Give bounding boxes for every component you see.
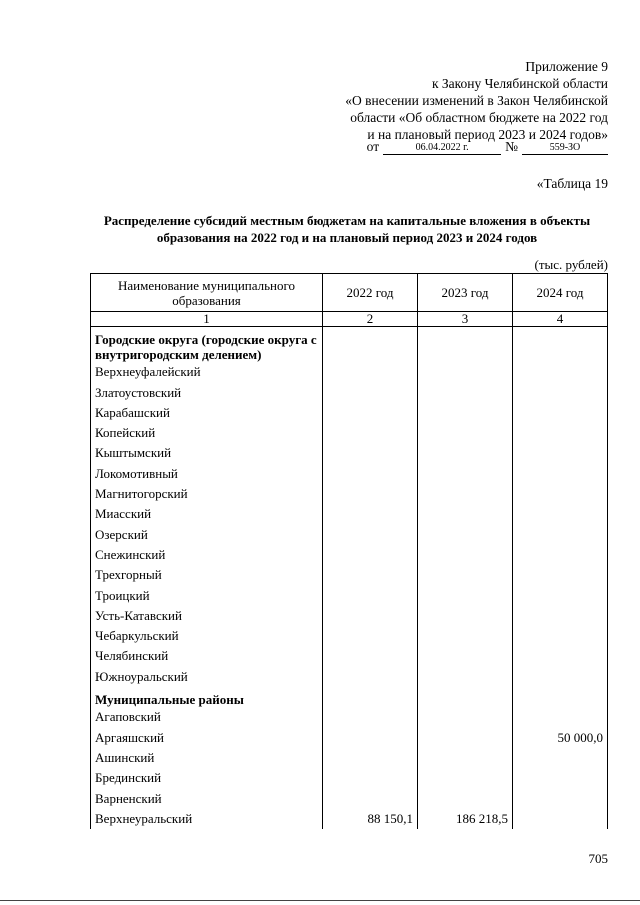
cell-2024 [513,443,608,463]
header-line: «О внесении изменений в Закон Челябинской [345,93,608,108]
col-number: 2 [323,312,418,327]
header-line: области «Об областном бюджете на 2022 год [350,110,608,125]
cell-name: Усть-Катавский [91,606,323,626]
table-row [91,666,608,686]
cell-name: Кыштымский [91,443,323,463]
cell-2022 [323,463,418,483]
cell-2023 [418,362,513,382]
cell-2022 [323,748,418,768]
cell-2024 [513,748,608,768]
cell-2024 [513,646,608,666]
table-row [91,403,608,423]
cell-2024 [513,423,608,443]
table-group-row [91,687,608,707]
cell-2023 [418,646,513,666]
col-header-2024: 2024 год [513,274,608,312]
cell-2022 [323,362,418,382]
cell-2023 [418,707,513,727]
cell-2022: 88 150,1 [323,809,418,829]
cell-name: Аргаяшский [91,727,323,747]
cell-2024: 50 000,0 [513,727,608,747]
cell-2024 [513,382,608,402]
cell-2022 [323,626,418,646]
cell-2022 [323,606,418,626]
table-row [91,362,608,382]
col-number: 3 [418,312,513,327]
page-number: 705 [588,851,608,866]
cell-name: Трехгорный [91,565,323,585]
cell-2022 [323,504,418,524]
table-group-row [91,327,608,363]
table-row [91,565,608,585]
cell-2024 [513,809,608,829]
table-row [91,727,608,747]
cell-name: Верхнеуральский [91,809,323,829]
cell-2023 [418,504,513,524]
table-row [91,382,608,402]
table-row [91,626,608,646]
cell-2022 [323,687,418,707]
table-row [91,443,608,463]
cell-name: Городские округа (городские округа с внутригородским делением) [91,327,323,363]
cell-name: Миасский [91,504,323,524]
cell-name: Муниципальные районы [91,687,323,707]
table-row [91,788,608,808]
table-row [91,423,608,443]
cell-2023 [418,423,513,443]
bottom-rule [0,900,640,901]
cell-name: Агаповский [91,707,323,727]
cell-2023 [418,463,513,483]
table-row [91,646,608,666]
cell-2024 [513,545,608,565]
cell-2022 [323,327,418,363]
cell-2024 [513,626,608,646]
cell-2023 [418,788,513,808]
table-row [91,809,608,829]
cell-2022 [323,443,418,463]
cell-2022 [323,707,418,727]
cell-2022 [323,788,418,808]
cell-name: Локомотивный [91,463,323,483]
cell-name: Копейский [91,423,323,443]
cell-2024 [513,484,608,504]
table-row [91,606,608,626]
cell-name: Брединский [91,768,323,788]
table-body [91,327,608,829]
cell-2024 [513,707,608,727]
header-line: и на плановый период 2023 и 2024 годов» [367,127,608,142]
cell-name: Чебаркульский [91,626,323,646]
cell-2024 [513,666,608,686]
cell-name: Варненский [91,788,323,808]
cell-2023 [418,606,513,626]
table-row [91,524,608,544]
cell-2022 [323,768,418,788]
col-number: 1 [91,312,323,327]
document-title: Распределение субсидий местным бюджетам на капитальные вложения в объекты образования на 2022 год и на плановый период 2023 и 2024 годов [103,213,591,245]
cell-2024 [513,788,608,808]
table-row [91,748,608,768]
cell-2022 [323,585,418,605]
units-label: (тыс. рублей) [534,257,608,272]
cell-2023 [418,768,513,788]
cell-2023 [418,443,513,463]
cell-2023 [418,626,513,646]
cell-name: Троицкий [91,585,323,605]
law-date: 06.04.2022 г. [383,142,501,155]
cell-2022 [323,524,418,544]
col-header-2022: 2022 год [323,274,418,312]
col-header-name: Наименование муниципального образования [91,274,323,312]
header-line: к Закону Челябинской области [431,76,608,91]
cell-name: Южноуральский [91,666,323,686]
cell-name: Карабашский [91,403,323,423]
cell-2023 [418,545,513,565]
table-row [91,707,608,727]
cell-2024 [513,524,608,544]
cell-2023 [418,484,513,504]
cell-2023 [418,666,513,686]
law-date-number [367,139,608,155]
cell-name: Челябинский [91,646,323,666]
table-number: «Таблица 19 [536,176,608,191]
cell-2023 [418,727,513,747]
header-line: Приложение 9 [525,59,608,74]
cell-name: Верхнеуфалейский [91,362,323,382]
table-row [91,463,608,483]
cell-2023 [418,403,513,423]
cell-2024 [513,403,608,423]
cell-2024 [513,327,608,363]
cell-2022 [323,727,418,747]
cell-2023: 186 218,5 [418,809,513,829]
cell-2022 [323,545,418,565]
cell-2024 [513,565,608,585]
cell-2023 [418,585,513,605]
cell-2022 [323,484,418,504]
cell-2022 [323,403,418,423]
col-number: 4 [513,312,608,327]
cell-2022 [323,666,418,686]
table-row [91,585,608,605]
table-row [91,484,608,504]
table-row [91,768,608,788]
cell-name: Магнитогорский [91,484,323,504]
number-label: № [505,139,518,154]
table-row [91,504,608,524]
cell-2024 [513,362,608,382]
cell-2023 [418,687,513,707]
cell-2024 [513,585,608,605]
cell-2023 [418,382,513,402]
cell-2024 [513,687,608,707]
cell-2023 [418,327,513,363]
col-header-2023: 2023 год [418,274,513,312]
cell-name: Снежинский [91,545,323,565]
from-label: от [366,139,380,154]
cell-2022 [323,565,418,585]
cell-2023 [418,748,513,768]
cell-2024 [513,463,608,483]
subsidy-table [90,273,608,829]
cell-2022 [323,382,418,402]
cell-name: Златоустовский [91,382,323,402]
cell-2024 [513,606,608,626]
cell-2024 [513,768,608,788]
cell-name: Ашинский [91,748,323,768]
cell-2024 [513,504,608,524]
appendix-header [345,58,608,143]
cell-2022 [323,646,418,666]
cell-2023 [418,565,513,585]
law-number: 559-ЗО [522,142,608,155]
cell-2023 [418,524,513,544]
cell-name: Озерский [91,524,323,544]
cell-2022 [323,423,418,443]
table-row [91,545,608,565]
